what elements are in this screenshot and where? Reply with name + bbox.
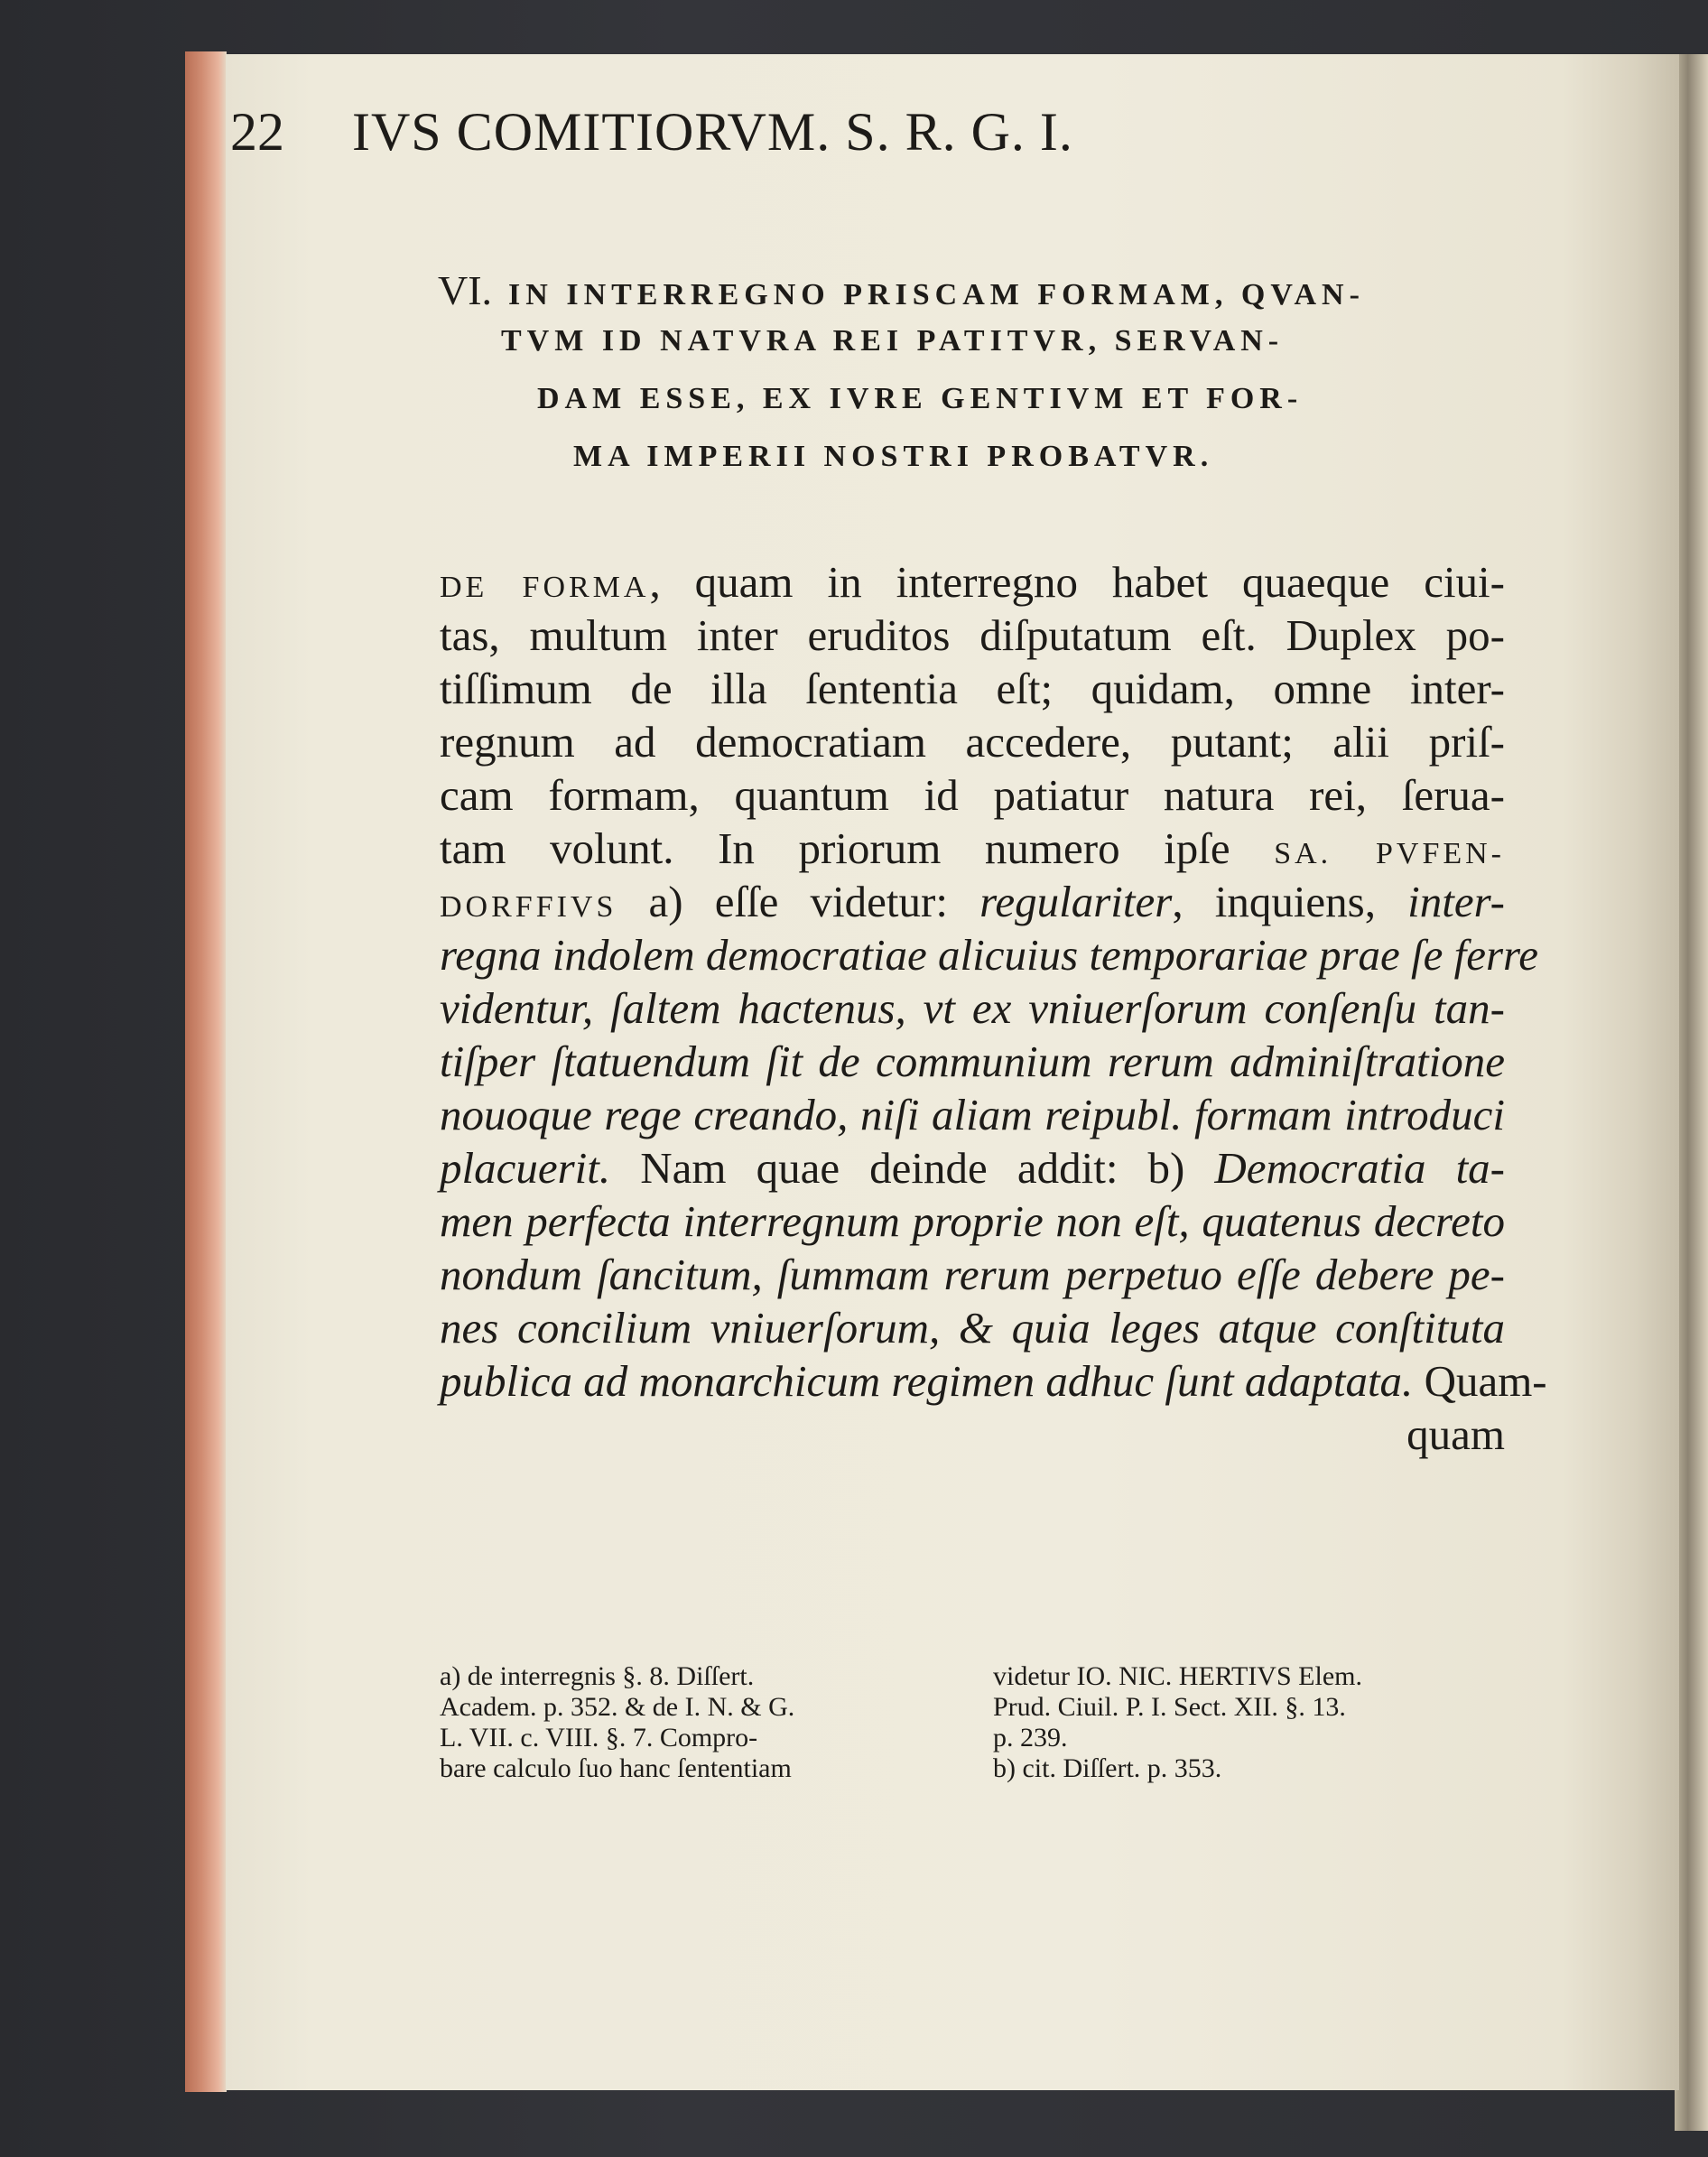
small-caps-text: DORFFIVS	[440, 890, 617, 924]
body-line: tas, multum inter eruditos diſputatum eſt. Duplex po-	[440, 610, 1505, 660]
small-caps-text: DE FORMA	[440, 571, 650, 604]
body-line	[440, 875, 1505, 928]
body-text: a) eſſe videtur:	[617, 877, 948, 926]
footnotes-right	[993, 1661, 1517, 1784]
body-text: , inquiens,	[1172, 877, 1376, 926]
footnote-line: b) cit. Diſſert. p. 353.	[993, 1753, 1222, 1783]
body-line: regnum ad democratiam accedere, putant; alii priſ-	[440, 717, 1505, 767]
footnote-line: videtur IO. NIC. HERTIVS Elem.	[993, 1661, 1362, 1691]
running-title: IVS COMITIORVM. S. R. G. I.	[352, 102, 1073, 162]
section-heading-line	[438, 266, 1521, 324]
body-line: nondum ſancitum, ſummam rerum perpetuo eſſe debere pe-	[440, 1250, 1505, 1299]
footnote-line: Academ. p. 352. & de I. N. & G.	[440, 1692, 795, 1722]
footnote-line: bare calculo ſuo hanc ſententiam	[440, 1753, 792, 1783]
body-line: videntur, ſaltem hactenus, vt ex vniuerſorum conſenſu tan-	[440, 983, 1505, 1033]
book-edge	[1675, 54, 1708, 2131]
body-text: tam volunt. In priorum numero ipſe	[440, 823, 1230, 873]
body-line	[440, 555, 1505, 609]
body-text: Nam quae deinde addit: b)	[610, 1143, 1185, 1193]
section-heading-line: TVM ID NATVRA REI PATITVR, SERVAN-	[501, 324, 1285, 358]
body-line: tiſſimum de illa ſententia eſt; quidam, omne inter-	[440, 664, 1505, 713]
body-line: nes concilium vniuerſorum, & quia leges atque conſtituta	[440, 1303, 1505, 1353]
body-line: cam formam, quantum id patiatur natura rei, ſerua-	[440, 770, 1505, 820]
page-number: 22	[230, 102, 284, 162]
body-line: nouoque rege creando, niſi aliam reipubl. formam introduci	[440, 1090, 1505, 1139]
catchword: quam	[1406, 1409, 1505, 1459]
section-heading-line: MA IMPERII NOSTRI PROBATVR.	[573, 440, 1214, 473]
section-heading	[438, 266, 1521, 497]
body-line	[440, 1354, 1547, 1408]
body-line: men perfecta interregnum proprie non eſt, quatenus decreto	[440, 1196, 1505, 1246]
italic-text: regulariter	[947, 877, 1173, 926]
footnote-line: a) de interregnis §. 8. Diſſert.	[440, 1661, 755, 1691]
body-text: Quam-	[1413, 1356, 1547, 1406]
italic-text: publica ad monarchicum regimen adhuc ſunt adaptata.	[440, 1356, 1414, 1406]
italic-text: Democratia ta-	[1184, 1143, 1506, 1193]
body-line: tiſper ſtatuendum ſit de communium rerum adminiſtratione	[440, 1037, 1505, 1086]
page-edge	[185, 51, 227, 2092]
small-caps-text: SA. PVFEN-	[1274, 837, 1505, 870]
footnote-line: L. VII. c. VIII. §. 7. Compro-	[440, 1723, 758, 1753]
body-line: regna indolem democratiae alicuius temporariae prae ſe ferre	[440, 930, 1539, 980]
footnote-line: p. 239.	[993, 1723, 1068, 1753]
body-line	[440, 1141, 1505, 1195]
italic-text: placuerit.	[440, 1143, 611, 1193]
body-line	[440, 822, 1505, 875]
section-heading-line: DAM ESSE, EX IVRE GENTIVM ET FOR-	[537, 382, 1304, 415]
footnotes-left	[440, 1661, 945, 1784]
footnote-line: Prud. Ciuil. P. I. Sect. XII. §. 13.	[993, 1692, 1346, 1722]
body-text: , quam in interregno habet quaeque ciui-	[649, 557, 1505, 607]
section-heading-text: IN INTERREGNO PRISCAM FORMAM, QVAN-	[508, 278, 1365, 311]
body-paragraph	[440, 555, 1547, 1461]
section-number: VI.	[438, 267, 493, 313]
italic-text: inter-	[1376, 877, 1506, 926]
